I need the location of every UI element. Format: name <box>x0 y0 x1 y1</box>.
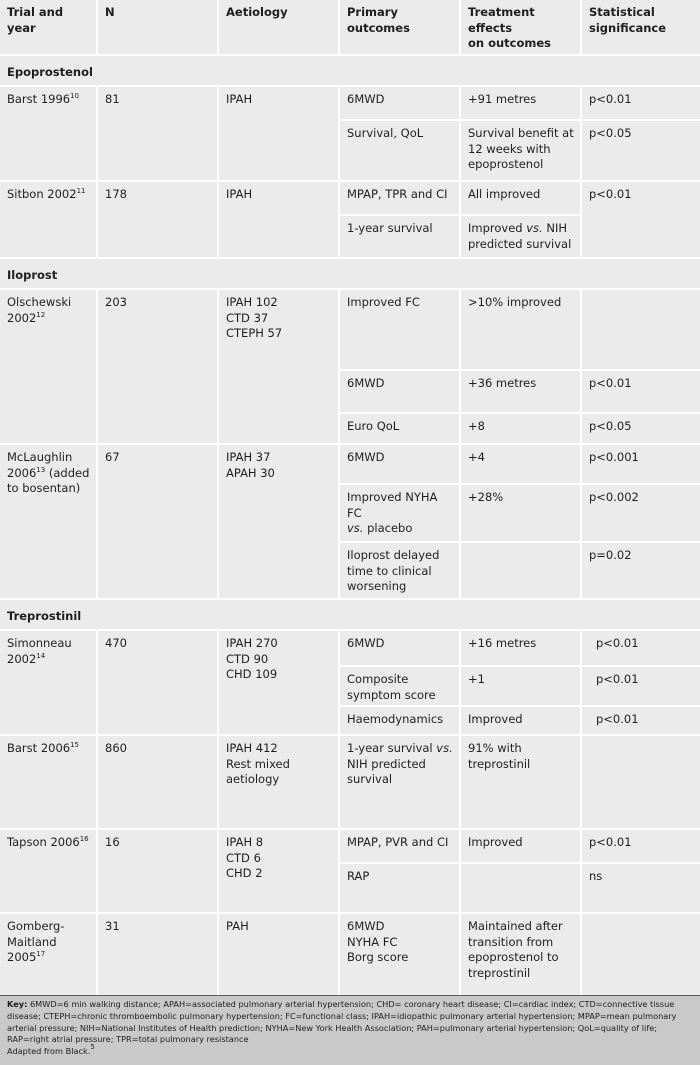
significance-value: p<0.05 <box>589 126 632 140</box>
section-heading-epoprostenol: Epoprostenol <box>7 65 93 79</box>
column-header-treatment-effects: Treatment effects on outcomes <box>468 5 552 50</box>
outcome-value: 1-year survival vs. NIH predicted survival <box>347 741 453 786</box>
effect-value: Improved <box>468 712 523 726</box>
column-header-trial: Trial and year <box>7 5 64 35</box>
section-heading-treprostinil: Treprostinil <box>7 609 82 623</box>
table-footnote <box>0 995 700 1065</box>
aetiology-value: IPAH 412 Rest mixed aetiology <box>226 741 290 786</box>
effect-value: 91% with treprostinil <box>468 741 531 771</box>
n-value: 203 <box>105 295 127 309</box>
outcome-value: RAP <box>347 869 370 883</box>
aetiology-value: IPAH 102 CTD 37 CTEPH 57 <box>226 295 283 340</box>
outcome-value: 6MWD <box>347 636 385 650</box>
column-header-significance: Statistical significance <box>589 5 667 35</box>
outcome-value: Iloprost delayed time to clinical worsening <box>347 548 440 593</box>
trial-name: Barst 1996$^{10}$ <box>7 92 80 106</box>
trial-name: Simonneau 2002$^{14}$ <box>7 636 72 666</box>
significance-value: p<0.002 <box>589 490 639 504</box>
significance-value: p=0.02 <box>589 548 632 562</box>
n-value: 31 <box>105 919 120 933</box>
trial-name: McLaughlin 2006$^{13}$ (added to bosentan) <box>7 450 90 495</box>
column-header-aetiology: Aetiology <box>226 5 288 19</box>
n-value: 81 <box>105 92 120 106</box>
effect-value: +91 metres <box>468 92 537 106</box>
effect-value: +4 <box>468 450 485 464</box>
n-value: 16 <box>105 835 120 849</box>
significance-value: p<0.01 <box>589 92 632 106</box>
effect-value: Maintained after transition from epoprostenol to treprostinil <box>468 919 563 980</box>
key-text: 6MWD=6 min walking distance; APAH=associated pulmonary arterial hypertension; CHD= coronary heart disease; CI=cardiac index; CTD=connective tissue disease; CTEPH=chronic thromboembolic pulmonary hypertension; FC=functional class; IPAH=idiopathic pulmonary arterial hypertension; MPAP=mean pulmonary arterial pressure; NIH=National Institutes of Health prediction; NYHA=New York Health Association; PAH=pulmonary arterial hypertension; QoL=quality of life; RAP=right atrial pressure; TPR=total pulmonary resistance <box>7 999 677 1045</box>
significance-value: p<0.001 <box>589 450 639 464</box>
outcome-value: Improved NYHA FC vs. placebo <box>347 490 438 535</box>
effect-value: +1 <box>468 672 485 686</box>
column-header-primary-outcomes: Primary outcomes <box>347 5 410 35</box>
outcome-value: 1-year survival <box>347 221 433 235</box>
n-value: 67 <box>105 450 120 464</box>
section-heading-iloprost: Iloprost <box>7 268 58 282</box>
effect-value: Survival benefit at 12 weeks with epoprostenol <box>468 126 574 171</box>
outcome-value: Haemodynamics <box>347 712 444 726</box>
trial-name: Gomberg- Maitland 2005$^{17}$ <box>7 919 65 964</box>
outcome-value: Euro QoL <box>347 419 400 433</box>
significance-value: p<0.01 <box>589 187 632 201</box>
outcome-value: 6MWD <box>347 450 385 464</box>
aetiology-value: PAH <box>226 919 249 933</box>
significance-value <box>582 736 700 828</box>
effect-value: +36 metres <box>468 376 537 390</box>
trial-name: Olschewski 2002$^{12}$ <box>7 295 72 325</box>
outcome-value: Survival, QoL <box>347 126 424 140</box>
outcome-value: 6MWD NYHA FC Borg score <box>347 919 409 964</box>
significance-value: p<0.05 <box>589 419 632 433</box>
trial-name: Barst 2006$^{15}$ <box>7 741 80 755</box>
significance-value <box>582 290 700 369</box>
n-value: 178 <box>105 187 127 201</box>
outcome-value: Improved FC <box>347 295 420 309</box>
column-header-n: N <box>105 5 115 19</box>
abbreviation-key <box>7 999 692 1046</box>
outcome-value: Composite symptom score <box>347 672 436 702</box>
outcome-value: 6MWD <box>347 92 385 106</box>
effect-value: Improved vs. NIH predicted survival <box>468 221 572 251</box>
significance-value: p<0.01 <box>596 712 639 726</box>
effect-value <box>461 543 580 598</box>
aetiology-value: IPAH 270 CTD 90 CHD 109 <box>226 636 278 681</box>
significance-value <box>582 914 700 995</box>
effect-value: +28% <box>468 490 504 504</box>
aetiology-value: IPAH <box>226 187 253 201</box>
trial-name: Tapson 2006$^{16}$ <box>7 835 89 849</box>
effect-value: Improved <box>468 835 523 849</box>
significance-value: p<0.01 <box>589 376 632 390</box>
aetiology-value: IPAH 8 CTD 6 CHD 2 <box>226 835 264 880</box>
source-note: Adapted from Black.$^5$ <box>7 1043 95 1057</box>
aetiology-value: IPAH <box>226 92 253 106</box>
n-value: 860 <box>105 741 127 755</box>
significance-value: p<0.01 <box>596 672 639 686</box>
effect-value: +8 <box>468 419 485 433</box>
effect-value <box>461 864 580 912</box>
outcome-value: 6MWD <box>347 376 385 390</box>
significance-value: ns <box>589 869 603 883</box>
n-value: 470 <box>105 636 127 650</box>
effect-value: All improved <box>468 187 541 201</box>
outcome-value: MPAP, TPR and CI <box>347 187 448 201</box>
outcome-value: MPAP, PVR and CI <box>347 835 449 849</box>
key-label: Key: <box>7 999 28 1009</box>
significance-value: p<0.01 <box>589 835 632 849</box>
effect-value: +16 metres <box>468 636 537 650</box>
trial-name: Sitbon 2002$^{11}$ <box>7 187 86 201</box>
significance-value: p<0.01 <box>596 636 639 650</box>
aetiology-value: IPAH 37 APAH 30 <box>226 450 275 480</box>
effect-value: >10% improved <box>468 295 562 309</box>
